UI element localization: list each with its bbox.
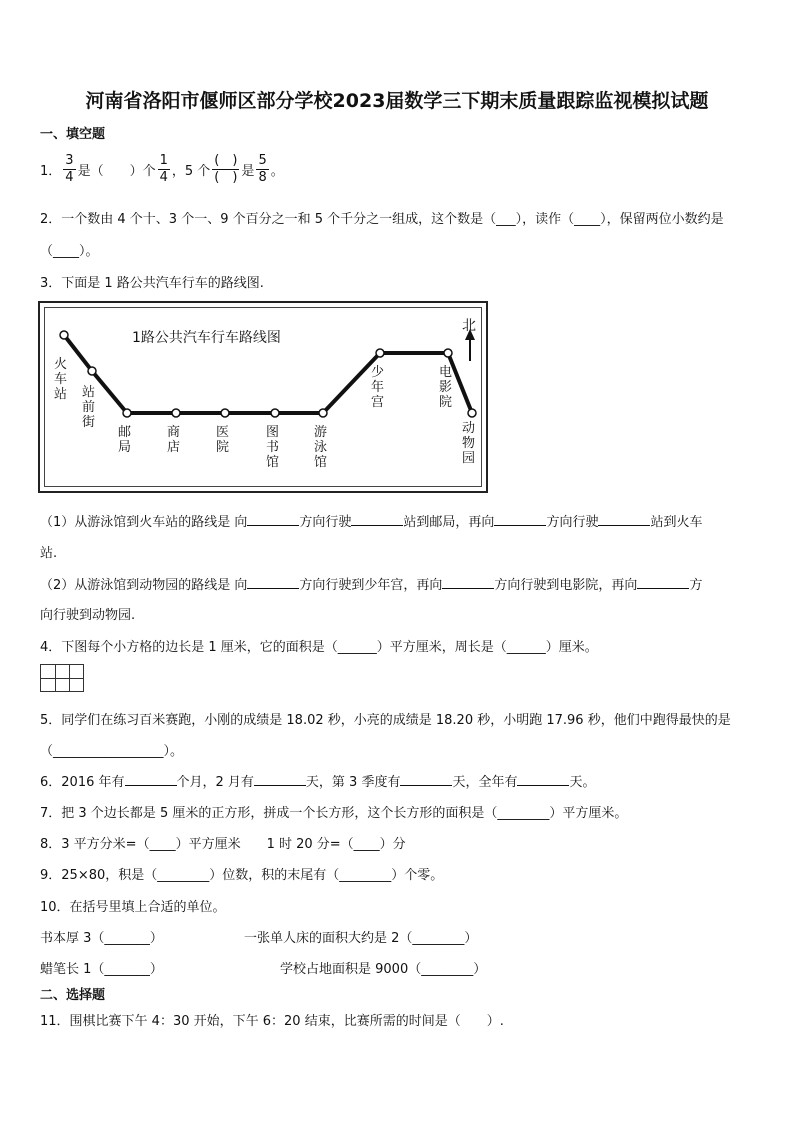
stop-dot-train-station xyxy=(60,331,68,339)
blank[interactable] xyxy=(494,513,546,526)
question-5-line-1: 5．同学们在练习百米赛跑，小刚的成绩是 18.02 秒，小亮的成绩是 18.20 秒，小明跑 17.96 秒，他们中跑得最快的是 xyxy=(40,713,731,728)
question-10-item-c: 蜡笔长 1（_______） xyxy=(40,962,163,977)
question-11-text: 11．围棋比赛下午 4：30 开始，下午 6：20 结束，比赛所需的时间是（ ）. xyxy=(40,1014,504,1029)
question-9-text: 9．25×80，积是（________）位数，积的末尾有（________）个零。 xyxy=(40,868,444,883)
north-label: 北 xyxy=(462,318,476,334)
q1-text-1: 是（ ）个 xyxy=(77,163,156,179)
question-3-sub-1-line-1: （1）从游泳馆到火车站的路线是 向 方向行驶 站到邮局，再向 方向行驶 站到火车 xyxy=(40,515,703,530)
q1-fraction-blank: $\frac{( )}{( )}$ xyxy=(214,152,238,185)
question-10-item-a: 书本厚 3（_______） xyxy=(40,931,163,946)
section-heading-fill-blank: 一、填空题 xyxy=(40,127,106,142)
q1-fraction-5-8: $\frac{5}{8}$ xyxy=(258,152,267,185)
square-grid-figure xyxy=(40,664,84,692)
question-8-text: 8．3 平方分米=（____）平方厘米 1 时 20 分=（____）分 xyxy=(40,837,406,852)
question-2-line-2: （____）。 xyxy=(40,244,99,259)
blank[interactable] xyxy=(400,773,452,786)
question-6: 6．2016 年有 个月，2 月有 天，第 3 季度有 天，全年有 天。 xyxy=(40,775,596,790)
blank[interactable] xyxy=(517,773,569,786)
section-heading-multiple-choice: 二、选择题 xyxy=(40,988,106,1003)
stop-dot-hospital xyxy=(221,409,229,417)
question-4-text: 4．下图每个小方格的边长是 1 厘米，它的面积是（______）平方厘米，周长是（______）厘米。 xyxy=(40,640,598,655)
blank[interactable] xyxy=(442,576,494,589)
q1-text-4: 。 xyxy=(270,163,284,179)
question-7-text: 7．把 3 个边长都是 5 厘米的正方形，拼成一个长方形，这个长方形的面积是（________）平方厘米。 xyxy=(40,806,628,821)
q1-fraction-3-4: $\frac{3}{4}$ xyxy=(65,152,74,185)
stop-dot-youth-palace xyxy=(376,349,384,357)
bus-route-map xyxy=(38,301,488,493)
question-5-line-2: （_________________）。 xyxy=(40,744,184,759)
blank[interactable] xyxy=(637,576,689,589)
stop-label-shop: 商店 xyxy=(167,425,181,455)
blank[interactable] xyxy=(351,513,403,526)
stop-label-hospital: 医院 xyxy=(216,425,230,455)
question-3-text: 3．下面是 1 路公共汽车行车的路线图. xyxy=(40,276,264,291)
stop-label-post-office: 邮局 xyxy=(118,425,132,455)
page-title: 河南省洛阳市偃师区部分学校2023届数学三下期末质量跟踪监视模拟试题 xyxy=(85,90,709,112)
stop-dot-library xyxy=(271,409,279,417)
blank[interactable] xyxy=(247,513,299,526)
stop-dot-swimming-pool xyxy=(319,409,327,417)
stop-dot-cinema xyxy=(444,349,452,357)
blank[interactable] xyxy=(598,513,650,526)
grid-line xyxy=(41,678,83,679)
stop-label-train-station: 火车站 xyxy=(54,357,68,402)
stop-label-library: 图书馆 xyxy=(266,425,280,470)
stop-label-cinema: 电影院 xyxy=(439,365,453,410)
blank[interactable] xyxy=(247,576,299,589)
stop-label-station-street: 站前街 xyxy=(82,385,96,430)
stop-label-zoo: 动物园 xyxy=(462,421,476,466)
question-1 xyxy=(40,150,284,188)
q1-fraction-1-4: $\frac{1}{4}$ xyxy=(159,152,168,185)
question-2-line-1: 2．一个数由 4 个十、3 个一、9 个百分之一和 5 个千分之一组成，这个数是（___），读作（____），保留两位小数约是 xyxy=(40,212,724,227)
question-10-item-b: 一张单人床的面积大约是 2（________） xyxy=(244,931,478,946)
q1-text-3: 是 xyxy=(241,163,255,179)
question-3-sub-2-line-2: 向行驶到动物园. xyxy=(40,608,136,623)
blank[interactable] xyxy=(254,773,306,786)
stop-label-swimming-pool: 游泳馆 xyxy=(314,425,328,470)
question-10-text: 10．在括号里填上合适的单位。 xyxy=(40,900,226,915)
stop-dot-post-office xyxy=(123,409,131,417)
stop-dot-zoo xyxy=(468,409,476,417)
stop-label-youth-palace: 少年宫 xyxy=(371,365,385,410)
map-title: 1路公共汽车行车路线图 xyxy=(132,330,281,346)
q1-text-2: ，5 个 xyxy=(171,163,211,179)
stop-dot-station-street xyxy=(88,367,96,375)
stop-dot-shop xyxy=(172,409,180,417)
question-10-item-d: 学校占地面积是 9000（________） xyxy=(280,962,487,977)
q1-number: 1． xyxy=(40,163,62,179)
question-3-sub-2-line-1: （2）从游泳馆到动物园的路线是 向 方向行驶到少年宫，再向 方向行驶到电影院，再向 方 xyxy=(40,578,703,593)
question-3-sub-1-line-2: 站. xyxy=(40,546,58,561)
blank[interactable] xyxy=(125,773,177,786)
